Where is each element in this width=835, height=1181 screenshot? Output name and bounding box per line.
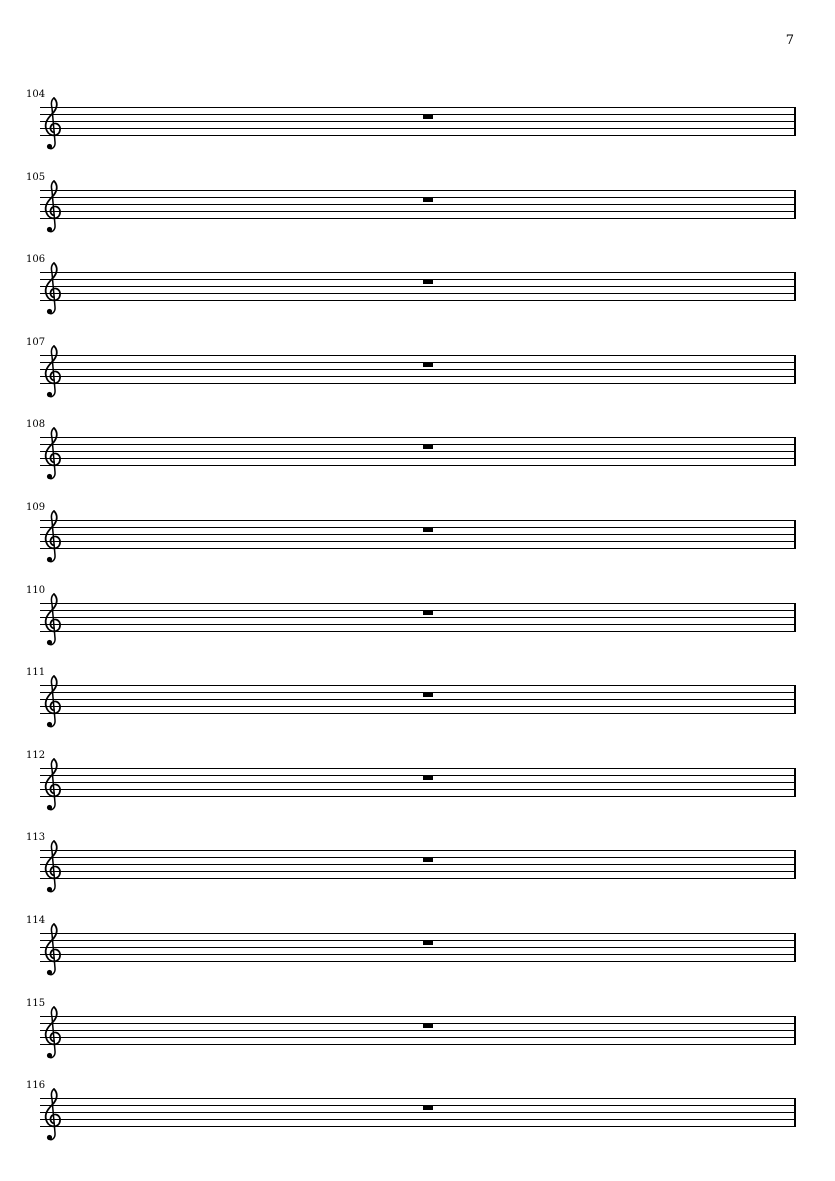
final-barline <box>794 850 796 879</box>
staff-line <box>40 1105 795 1106</box>
staff-line <box>40 300 795 301</box>
measure-number: 116 <box>26 1080 46 1092</box>
staff-line <box>40 878 795 879</box>
staff-system <box>0 90 835 160</box>
staff-system <box>0 833 835 903</box>
whole-rest-icon <box>423 1024 433 1028</box>
staff-line <box>40 279 795 280</box>
staff-line <box>40 114 795 115</box>
treble-clef-icon <box>42 424 64 484</box>
staff-line <box>40 211 795 212</box>
staff-system <box>0 751 835 821</box>
staff-line <box>40 190 795 191</box>
staff-system <box>0 420 835 490</box>
treble-clef-icon <box>42 590 64 650</box>
measure-number: 111 <box>26 667 46 679</box>
staff-line <box>40 603 795 604</box>
staff-line <box>40 376 795 377</box>
staff-line <box>40 293 795 294</box>
staff-line <box>40 782 795 783</box>
staff-line <box>40 383 795 384</box>
treble-clef-icon <box>42 177 64 237</box>
staff-line <box>40 541 795 542</box>
measure-number: 112 <box>26 749 46 761</box>
staff-line <box>40 444 795 445</box>
staff-line <box>40 204 795 205</box>
staff-line <box>40 1044 795 1045</box>
whole-rest-icon <box>423 693 433 697</box>
whole-rest-icon <box>423 528 433 532</box>
measure-number: 108 <box>26 419 46 431</box>
staff-system <box>0 916 835 986</box>
staff-line <box>40 135 795 136</box>
whole-rest-icon <box>423 941 433 945</box>
staff-system <box>0 668 835 738</box>
staff-line <box>40 451 795 452</box>
staff-line <box>40 685 795 686</box>
whole-rest-icon <box>423 115 433 119</box>
staff-system <box>0 338 835 408</box>
whole-rest-icon <box>423 776 433 780</box>
staff-line <box>40 706 795 707</box>
staff-line <box>40 871 795 872</box>
staff-line <box>40 107 795 108</box>
staff-system <box>0 503 835 573</box>
measure-number: 110 <box>26 584 46 596</box>
final-barline <box>794 603 796 632</box>
final-barline <box>794 933 796 962</box>
whole-rest-icon <box>423 363 433 367</box>
staff-line <box>40 961 795 962</box>
final-barline <box>794 685 796 714</box>
final-barline <box>794 520 796 549</box>
final-barline <box>794 768 796 797</box>
staff-system <box>0 173 835 243</box>
treble-clef-icon <box>42 837 64 897</box>
staff-system <box>0 1081 835 1151</box>
staff-line <box>40 947 795 948</box>
measure-number: 106 <box>26 254 46 266</box>
staff-line <box>40 218 795 219</box>
staff-line <box>40 355 795 356</box>
page-number: 7 <box>785 33 794 48</box>
treble-clef-icon <box>42 1085 64 1145</box>
staff-line <box>40 437 795 438</box>
staff-line <box>40 617 795 618</box>
staff-line <box>40 197 795 198</box>
staff-system <box>0 999 835 1069</box>
staff-line <box>40 1119 795 1120</box>
staff-line <box>40 458 795 459</box>
staff-line <box>40 1112 795 1113</box>
staff-system <box>0 586 835 656</box>
measure-number: 105 <box>26 171 46 183</box>
staff-line <box>40 857 795 858</box>
measure-number: 114 <box>26 915 46 926</box>
whole-rest-icon <box>423 611 433 615</box>
final-barline <box>794 437 796 466</box>
staff-line <box>40 796 795 797</box>
treble-clef-icon <box>42 507 64 567</box>
treble-clef-icon <box>42 259 64 319</box>
treble-clef-icon <box>42 1003 64 1063</box>
whole-rest-icon <box>423 1106 433 1110</box>
whole-rest-icon <box>423 198 433 202</box>
staff-line <box>40 940 795 941</box>
staff-line <box>40 534 795 535</box>
final-barline <box>794 190 796 219</box>
staff-line <box>40 548 795 549</box>
whole-rest-icon <box>423 280 433 284</box>
staff-line <box>40 369 795 370</box>
staff-line <box>40 624 795 625</box>
staff-line <box>40 1098 795 1099</box>
staff-line <box>40 520 795 521</box>
staff-line <box>40 1030 795 1031</box>
staff-line <box>40 272 795 273</box>
final-barline <box>794 355 796 384</box>
treble-clef-icon <box>42 94 64 154</box>
staff-line <box>40 692 795 693</box>
staff-line <box>40 631 795 632</box>
measure-number: 113 <box>26 832 46 844</box>
treble-clef-icon <box>42 755 64 815</box>
treble-clef-icon <box>42 920 64 980</box>
staff-line <box>40 789 795 790</box>
measure-number: 109 <box>26 502 46 513</box>
staff-line <box>40 465 795 466</box>
staff-line <box>40 850 795 851</box>
staff-line <box>40 121 795 122</box>
staff-line <box>40 954 795 955</box>
staff-line <box>40 1126 795 1127</box>
staff-line <box>40 1037 795 1038</box>
final-barline <box>794 107 796 136</box>
final-barline <box>794 272 796 301</box>
staff-line <box>40 933 795 934</box>
measure-number: 115 <box>26 997 46 1009</box>
measure-number: 107 <box>26 336 46 348</box>
staff-system <box>0 255 835 325</box>
staff-line <box>40 128 795 129</box>
whole-rest-icon <box>423 858 433 862</box>
staff-line <box>40 713 795 714</box>
staff-line <box>40 699 795 700</box>
staff-line <box>40 864 795 865</box>
staff-line <box>40 527 795 528</box>
staff-line <box>40 768 795 769</box>
whole-rest-icon <box>423 445 433 449</box>
staff-line <box>40 610 795 611</box>
staff-line <box>40 1016 795 1017</box>
final-barline <box>794 1098 796 1127</box>
final-barline <box>794 1016 796 1045</box>
treble-clef-icon <box>42 672 64 732</box>
measure-number: 104 <box>26 89 46 100</box>
staff-line <box>40 775 795 776</box>
staff-line <box>40 362 795 363</box>
treble-clef-icon <box>42 342 64 402</box>
staff-line <box>40 1023 795 1024</box>
staff-line <box>40 286 795 287</box>
